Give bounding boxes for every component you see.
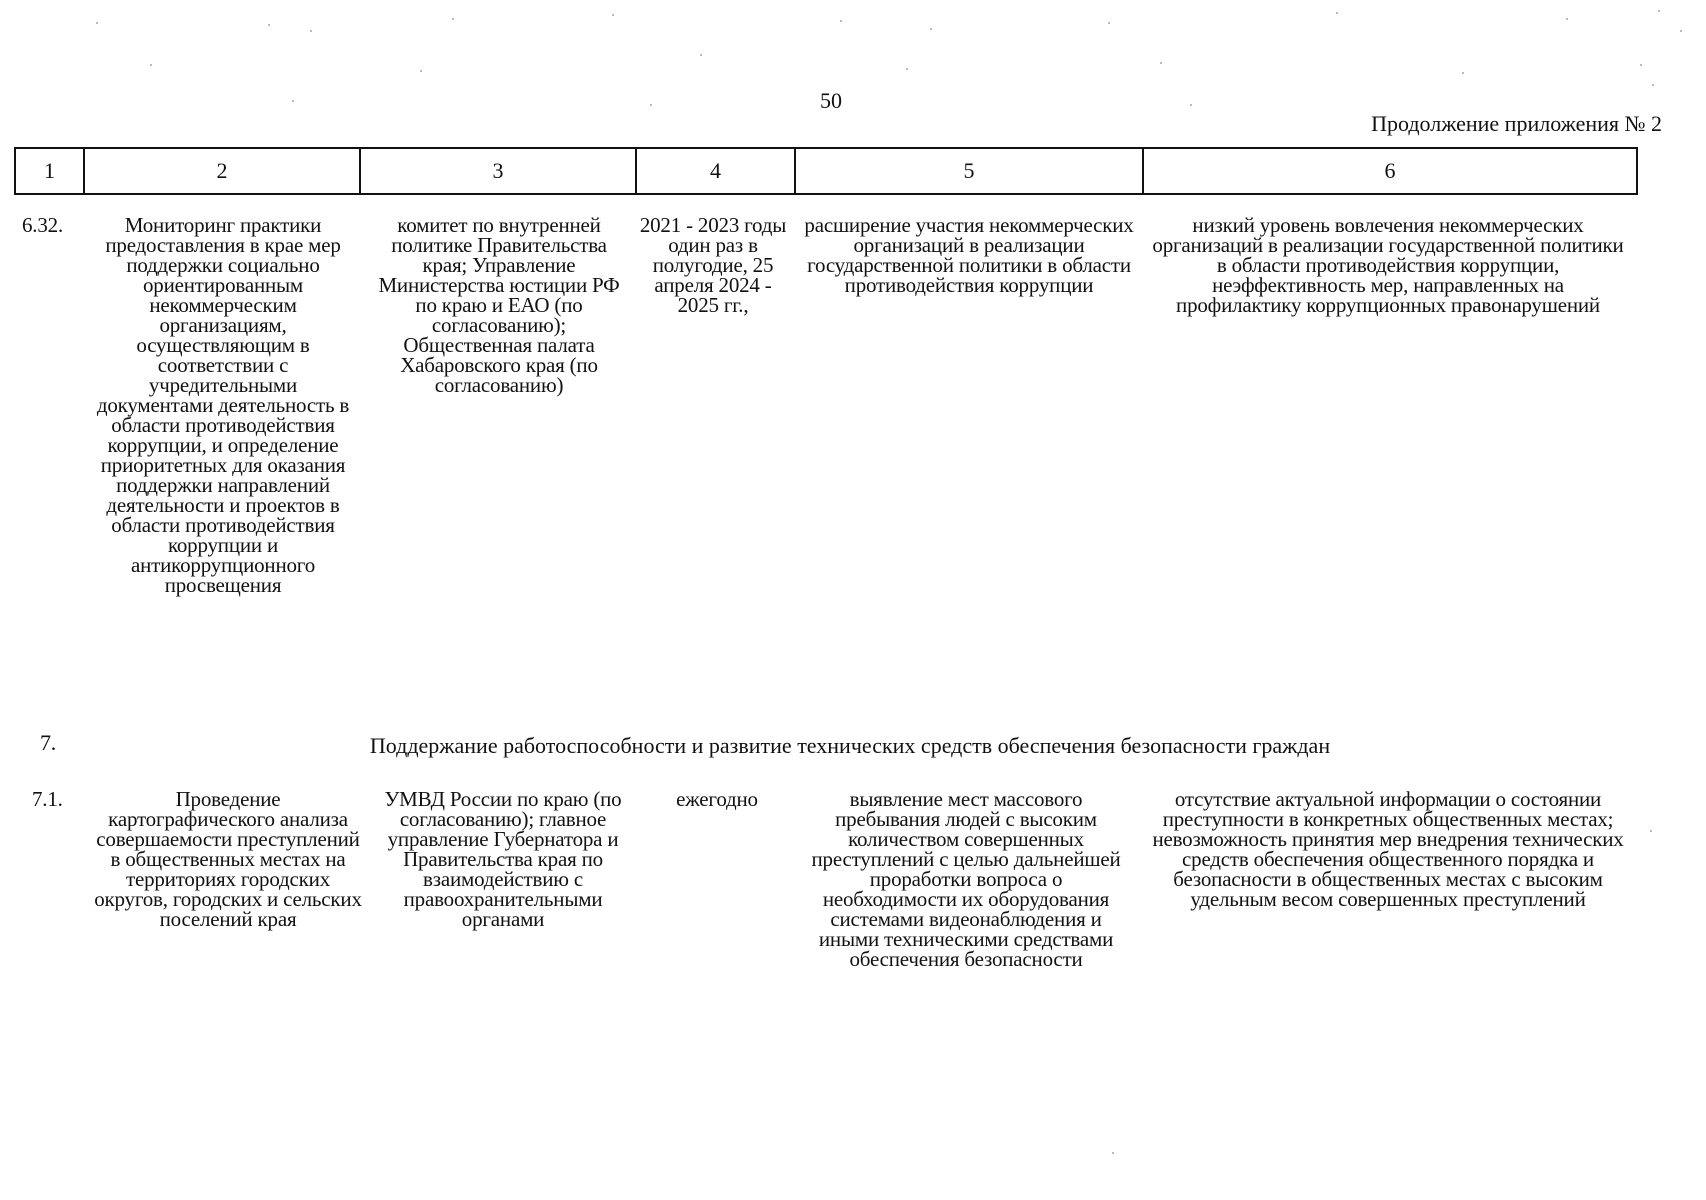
column-header-table bbox=[14, 147, 1638, 195]
measure-description: Проведение картографического анализа совершаемости преступлений в общественных местах на территориях городских округов, городских и сельских поселений края bbox=[94, 787, 362, 931]
execution-period: ежегодно bbox=[676, 787, 758, 811]
non-fulfillment-consequences: низкий уровень вовлечения некоммерческих организаций в реализации государственной политики в области противодействия коррупции, неэффективность мер, направленных на профилактику коррупционных правонарушений bbox=[1152, 213, 1624, 317]
expected-result: расширение участия некоммерческих организаций в реализации государственной политики в области противодействия коррупции bbox=[804, 213, 1134, 297]
column-header-3: 3 bbox=[360, 148, 636, 194]
column-header-4: 4 bbox=[636, 148, 795, 194]
expected-result: выявление мест массового пребывания людей с высоким количеством совершенных преступлений с целью дальнейшей проработки вопроса о необходимости их оборудования системами видеонаблюдения и иными техническими средствами обеспечения безопасности bbox=[811, 787, 1121, 971]
row-number: 7.1. bbox=[32, 787, 63, 811]
continuation-note: Продолжение приложения № 2 bbox=[1371, 111, 1662, 136]
execution-period: 2021 - 2023 годы один раз в полугодие, 25 апреля 2024 - 2025 гг., bbox=[639, 213, 787, 317]
row-number: 6.32. bbox=[22, 213, 64, 237]
section-number: 7. bbox=[40, 730, 57, 755]
measure-description: Мониторинг практики предоставления в крае мер поддержки социально ориентированным некоммерческим организациям, осуществляющим в соответствии с учредительными документами деятельность в области противодействия коррупции, и определение приоритетных для оказания поддержки направлений деятельности и проектов в области противодействия коррупции и антикоррупционного просвещения bbox=[96, 213, 350, 597]
responsible-executors: комитет по внутренней политике Правительства края; Управление Министерства юстиции РФ по краю и ЕАО (по согласованию); Общественная палата Хабаровского края (по согласованию) bbox=[378, 213, 620, 397]
non-fulfillment-consequences: отсутствие актуальной информации о состоянии преступности в конкретных общественных местах; невозможность принятия мер внедрения технических средств обеспечения общественного порядка и безопасности в общественных местах с высоким удельным весом совершенных преступлений bbox=[1152, 787, 1624, 911]
page-number: 50 bbox=[820, 88, 842, 113]
column-header-1: 1 bbox=[15, 148, 84, 194]
column-header-6: 6 bbox=[1143, 148, 1637, 194]
column-header-5: 5 bbox=[795, 148, 1143, 194]
column-header-row bbox=[15, 148, 1637, 194]
responsible-executors: УМВД России по краю (по согласованию); главное управление Губернатора и Правительства края по взаимодействию с правоохранительными органами bbox=[384, 787, 622, 931]
column-header-2: 2 bbox=[84, 148, 360, 194]
section-title: Поддержание работоспособности и развитие технических средств обеспечения безопасности граждан bbox=[369, 733, 1331, 758]
